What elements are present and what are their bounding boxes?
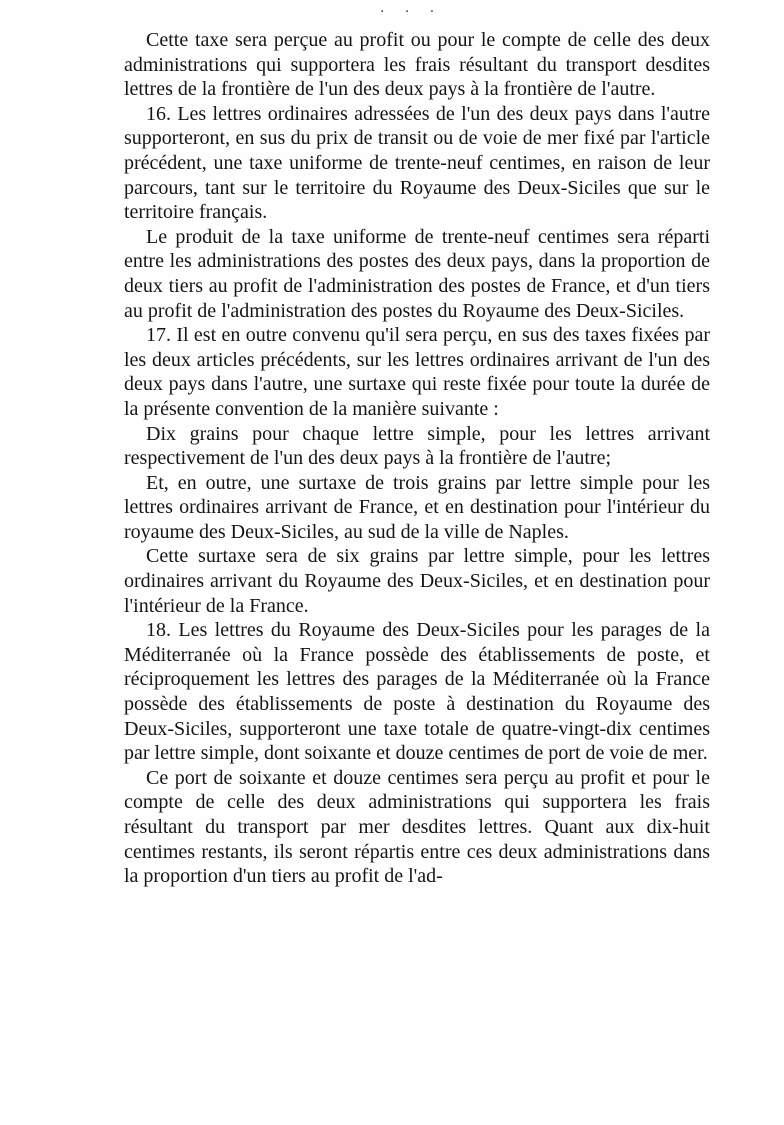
paragraph: Et, en outre, une surtaxe de trois grains par lettre simple pour les lettres ordinaires arrivant de France, et en destination pour l'intérieur du royaume des Deux-Siciles, au sud de la ville de Naples. [124, 471, 710, 543]
paragraph: Dix grains pour chaque lettre simple, pour les lettres arrivant respectivement de l'un des deux pays à la frontière de l'autre; [124, 422, 710, 470]
paragraph: Ce port de soixante et douze centimes sera perçu au profit et pour le compte de celle des deux administrations qui supportera les frais résultant du transport par mer desdites lettres. Quant aux dix-huit centimes restants, ils seront répartis entre ces deux administrations dans la proportion d'un tiers au profit de l'ad- [124, 766, 710, 888]
body-text [124, 28, 710, 889]
paragraph: Le produit de la taxe uniforme de trente-neuf centimes sera réparti entre les administrations des postes des deux pays, dans la proportion de deux tiers au profit de l'administration des postes de France, et d'un tiers au profit de l'administration des postes du Royaume des Deux-Siciles. [124, 225, 710, 322]
paragraph: Cette taxe sera perçue au profit ou pour le compte de celle des deux administrations qui supportera les frais résultant du transport desdites lettres de la frontière de l'un des deux pays à la frontière de l'autre. [124, 29, 710, 101]
paragraph-article-16: 16. Les lettres ordinaires adressées de l'un des deux pays dans l'autre supporteront, en sus du prix de transit ou de voie de mer fixé par l'article précédent, une taxe uniforme de trente-neuf centimes, en raison de leur parcours, tant sur le territoire du Royaume des Deux-Siciles que sur le territoire français. [124, 102, 710, 224]
paragraph: Cette surtaxe sera de six grains par lettre simple, pour les lettres ordinaires arrivant du Royaume des Deux-Siciles, et en destination pour l'intérieur de la France. [124, 545, 710, 617]
paragraph-article-18: 18. Les lettres du Royaume des Deux-Siciles pour les parages de la Méditerranée où la France possède des établissements de poste, et réciproquement les lettres des parages de la Méditerranée où la France possède des établissements de poste à destination du Royaume des Deux-Siciles, supporteront une taxe totale de quatre-vingt-dix centimes par lettre simple, dont soixante et douze centimes de port de voie de mer. [124, 619, 710, 765]
paragraph-article-17: 17. Il est en outre convenu qu'il sera perçu, en sus des taxes fixées par les deux articles précédents, sur les lettres ordinaires arrivant de l'un des deux pays dans l'autre, une surtaxe qui reste fixée pour toute la durée de la présente convention de la manière suivante : [124, 324, 710, 420]
page-top-mark: · · · [380, 4, 443, 20]
